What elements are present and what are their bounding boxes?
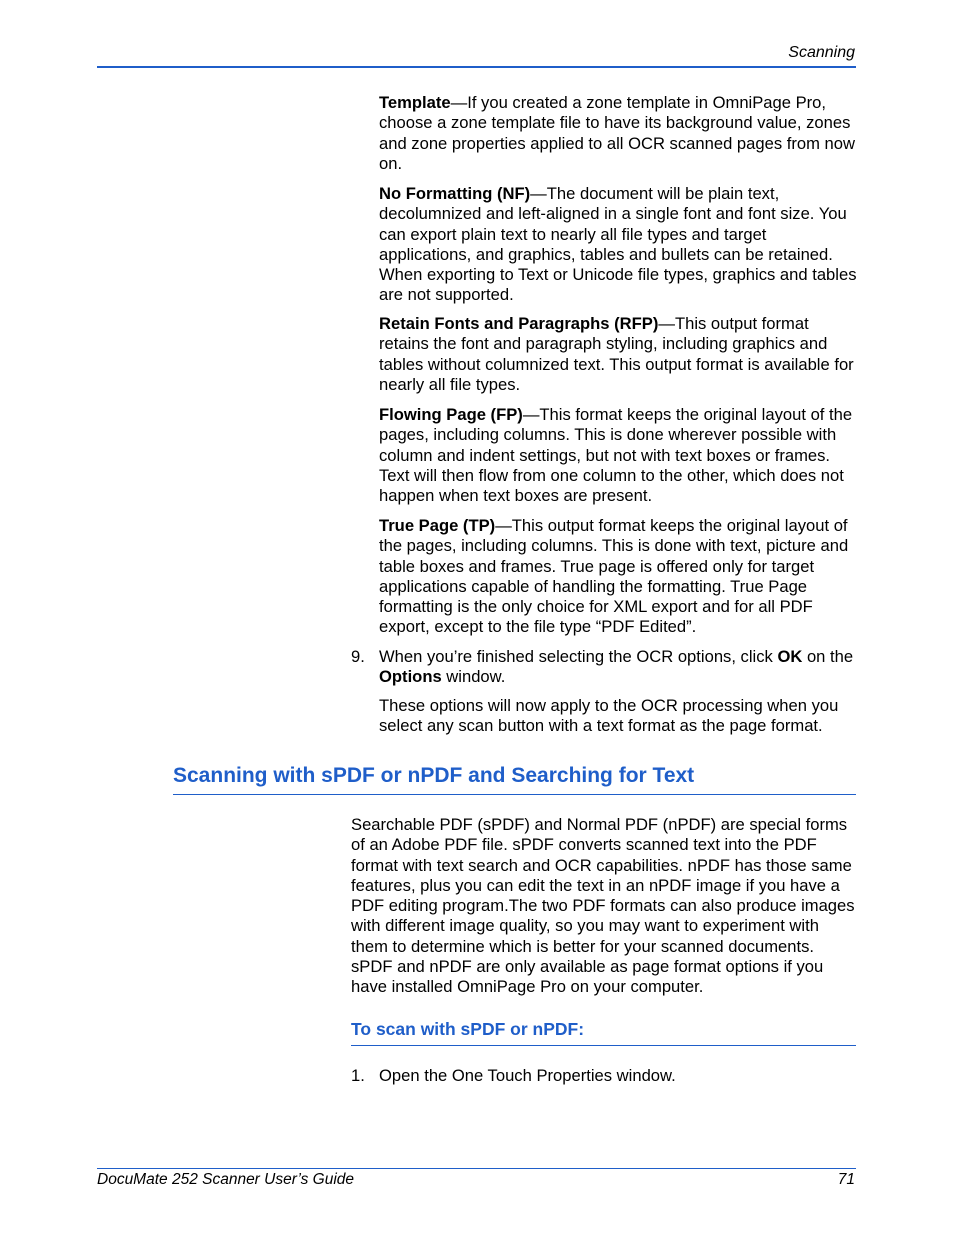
step-number: 1. (351, 1066, 365, 1085)
section-heading: Scanning with sPDF or nPDF and Searching for Text (173, 764, 695, 787)
option-term: Retain Fonts and Paragraphs (RFP) (379, 314, 659, 333)
procedure-heading: To scan with sPDF or nPDF: (351, 1019, 585, 1039)
option-template (379, 93, 857, 174)
option-flowing-page (379, 405, 857, 506)
ok-label: OK (777, 647, 803, 666)
footer-divider (97, 1168, 856, 1169)
footer-guide-title: DocuMate 252 Scanner User’s Guide (97, 1171, 355, 1188)
step-number: 9. (351, 647, 365, 666)
option-description: —This output format keeps the original layout of the pages, including columns. This is done with text, picture and table boxes and frames. True page is offered only for target applications capable of handling the formatting. True Page formatting is the only choice for XML export and for all PDF export, except to the file type “PDF Edited”. (379, 516, 849, 637)
option-true-page (379, 516, 857, 638)
option-description: —This output format retains the font and paragraph styling, including graphics and tables without columnized text. This output format is available for nearly all file types. (379, 314, 854, 394)
option-no-formatting (379, 184, 857, 306)
option-term: True Page (TP) (379, 516, 496, 535)
option-retain-fonts (379, 314, 857, 395)
procedure-divider (351, 1045, 856, 1046)
option-description: —If you created a zone template in OmniPage Pro, choose a zone template file to have its background value, zones and zone properties applied to all OCR scanned pages from now on. (379, 93, 855, 173)
page-number: 71 (837, 1171, 855, 1188)
option-description: —The document will be plain text, decolumnized and left-aligned in a single font and font size. You can export plain text to nearly all file types and target applications, and graphics, tables and bullets can be retained. When exporting to Text or Unicode file types, graphics and tables are not supported. (379, 184, 857, 305)
section-body: Searchable PDF (sPDF) and Normal PDF (nPDF) are special forms of an Adobe PDF file. sPDF converts scanned text into the PDF format with text search and OCR capabilities. nPDF has those same features, plus you can edit the text in an nPDF image if you have a PDF editing program.The two PDF formats can also produce images with different image quality, so you may want to experiment with them to determine which is better for your scanned documents. sPDF and nPDF are only available as page format options if you have installed OmniPage Pro on your computer. (351, 815, 855, 997)
step-text: Open the One Touch Properties window. (379, 1066, 676, 1085)
option-term: Flowing Page (FP) (379, 405, 523, 424)
section-divider (173, 794, 856, 795)
running-header: Scanning (788, 44, 855, 61)
option-term: Template (379, 93, 451, 112)
header-divider (97, 66, 856, 68)
step-text: When you’re finished selecting the OCR options, click OK on the Options window. (379, 647, 854, 687)
option-term: No Formatting (NF) (379, 184, 531, 203)
options-label: Options (379, 667, 442, 687)
option-description: —This format keeps the original layout of the pages, including columns. This is done wherever possible with column and indent settings, but not with text boxes or frames. Text will then flow from one column to the other, which does not happen when text boxes are present. (379, 405, 853, 506)
step-9-note: These options will now apply to the OCR processing when you select any scan button with a text format as the page format. (379, 696, 839, 736)
